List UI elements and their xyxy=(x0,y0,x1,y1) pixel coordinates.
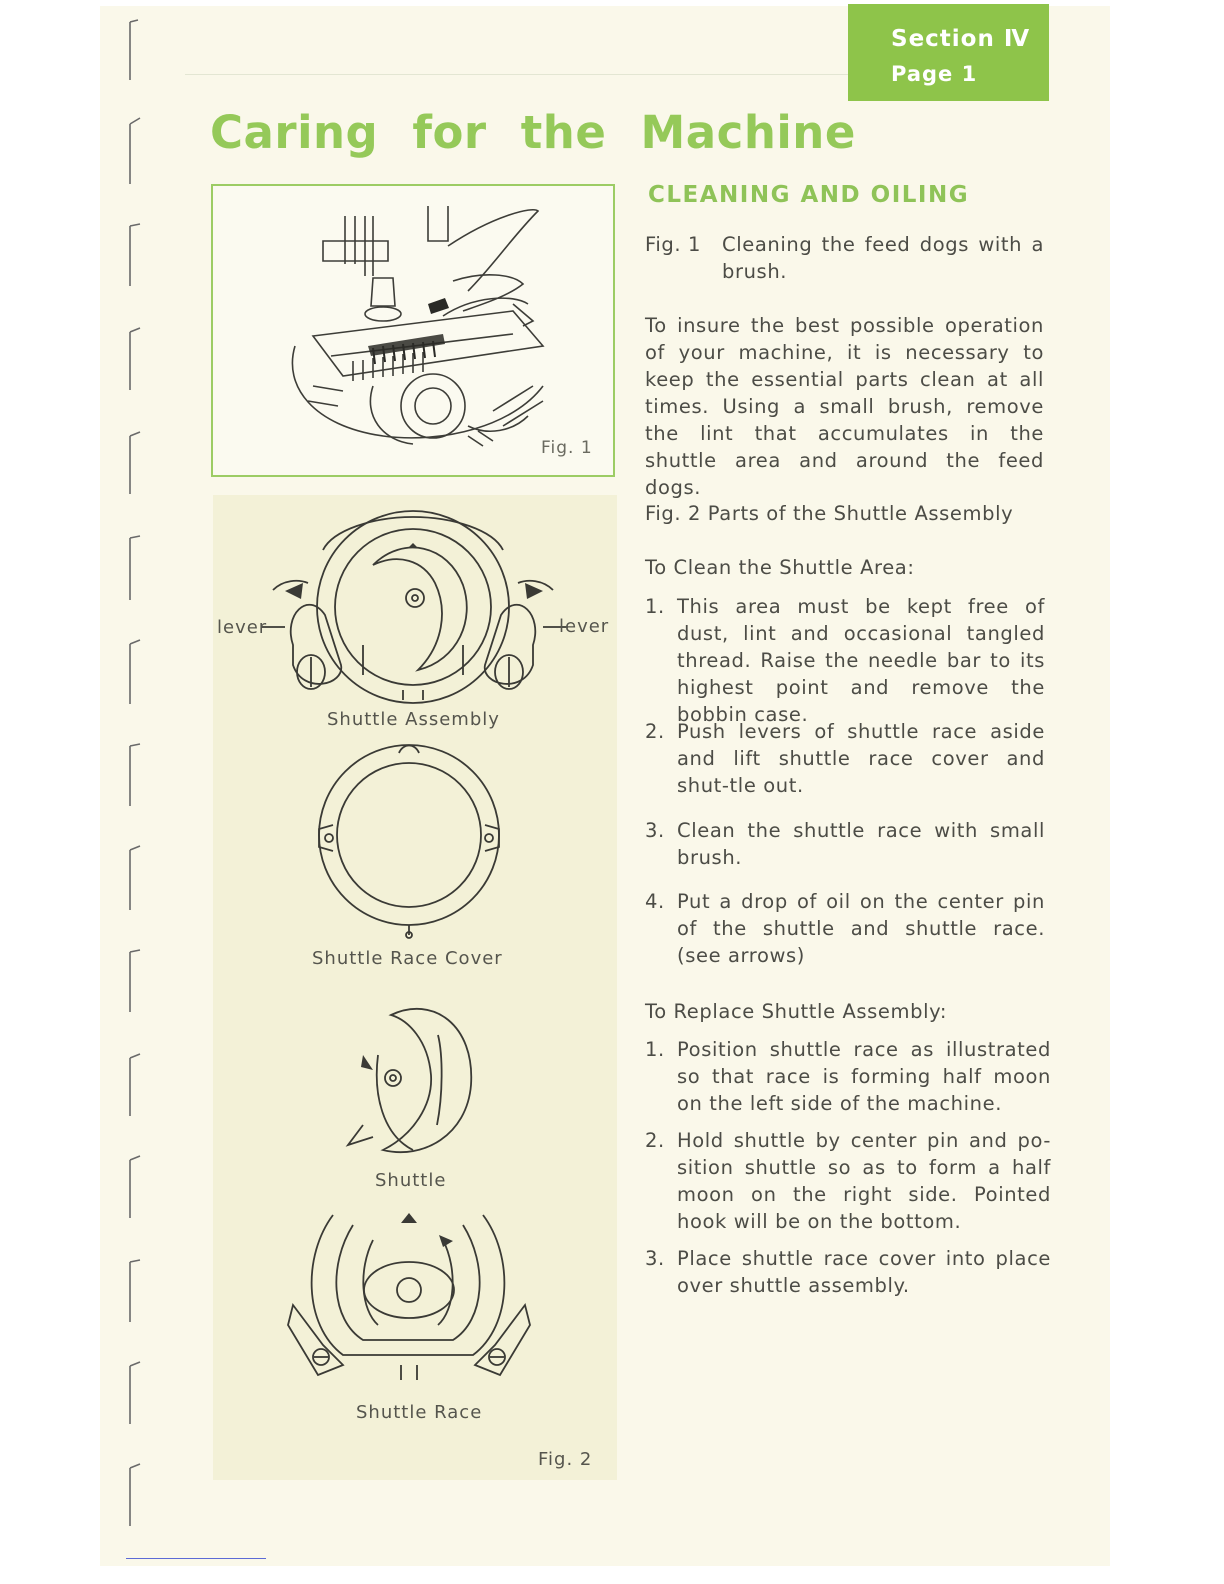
lever-left-label: lever xyxy=(217,617,268,638)
shuttle-race-caption: Shuttle Race xyxy=(356,1402,483,1423)
fig1-illustration xyxy=(211,184,615,477)
intro-paragraph: To insure the best possible operation of your machine, it is necessary to keep the essential parts clean at all times. Using a small brush, remove the lint that accumulates in the shuttle area and around the feed dogs. xyxy=(645,314,1044,499)
shuttle-caption: Shuttle xyxy=(375,1170,447,1191)
section-tab xyxy=(848,4,1049,101)
list-item-number: 1. xyxy=(645,1038,665,1061)
fig1-caption-text: Cleaning the feed dogs with a brush. xyxy=(722,233,1044,283)
header-rule xyxy=(185,74,848,75)
lever-right-label: lever xyxy=(559,616,610,637)
fig2-label: Fig. 2 xyxy=(538,1449,593,1470)
bottom-scan-line xyxy=(126,1558,266,1559)
page-title: Caring for the Machine xyxy=(210,106,856,159)
cleaning-heading: CLEANING AND OILING xyxy=(648,182,970,208)
list-item-number: 3. xyxy=(645,1247,665,1270)
page-label: Page 1 xyxy=(891,62,978,86)
list-item: Place shuttle race cover into place over shuttle assembly. xyxy=(677,1247,1051,1297)
list-item-number: 2. xyxy=(645,1129,665,1152)
shuttle-race-drawing xyxy=(288,1215,530,1380)
list-item: Put a drop of oil on the center pin of the shuttle and shuttle race. (see arrows) xyxy=(677,890,1045,967)
fig2-illustration-panel xyxy=(213,495,617,1480)
feed-dogs-brush-drawing xyxy=(213,186,613,475)
list-item: Position shuttle race as illustrated so that race is forming half moon on the left side of the machine. xyxy=(677,1038,1051,1115)
fig2-caption: Fig. 2 Parts of the Shuttle Assembly xyxy=(645,502,1014,525)
section-label: Section Ⅳ xyxy=(891,26,1031,52)
list-item: Push levers of shuttle race aside and lift shuttle race cover and shut-tle out. xyxy=(677,720,1045,797)
replace-shuttle-heading: To Replace Shuttle Assembly: xyxy=(645,1000,947,1023)
shuttle-assembly-drawing xyxy=(261,511,568,703)
shuttle-race-cover-drawing xyxy=(319,745,499,938)
fig1-caption-prefix: Fig. 1 xyxy=(645,233,701,256)
list-item-number: 3. xyxy=(645,819,665,842)
list-item: This area must be kept free of dust, lint and occasional tangled thread. Raise the needle bar to its highest point and remove the bobbin case. xyxy=(677,595,1045,726)
shuttle-parts-drawings xyxy=(213,495,617,1480)
list-item: Clean the shuttle race with small brush. xyxy=(677,819,1045,869)
list-item-number: 2. xyxy=(645,720,665,743)
list-item: Hold shuttle by center pin and po-sition shuttle so as to form a half moon on the right side. Pointed hook will be on the bottom. xyxy=(677,1129,1051,1233)
list-item-number: 4. xyxy=(645,890,665,913)
shuttle-assembly-caption: Shuttle Assembly xyxy=(327,709,500,730)
shuttle-drawing xyxy=(348,1009,471,1152)
binding-marks xyxy=(100,6,160,1566)
fig1-label: Fig. 1 xyxy=(541,438,593,458)
shuttle-race-cover-caption: Shuttle Race Cover xyxy=(312,948,503,969)
clean-shuttle-heading: To Clean the Shuttle Area: xyxy=(645,556,915,579)
list-item-number: 1. xyxy=(645,595,665,618)
